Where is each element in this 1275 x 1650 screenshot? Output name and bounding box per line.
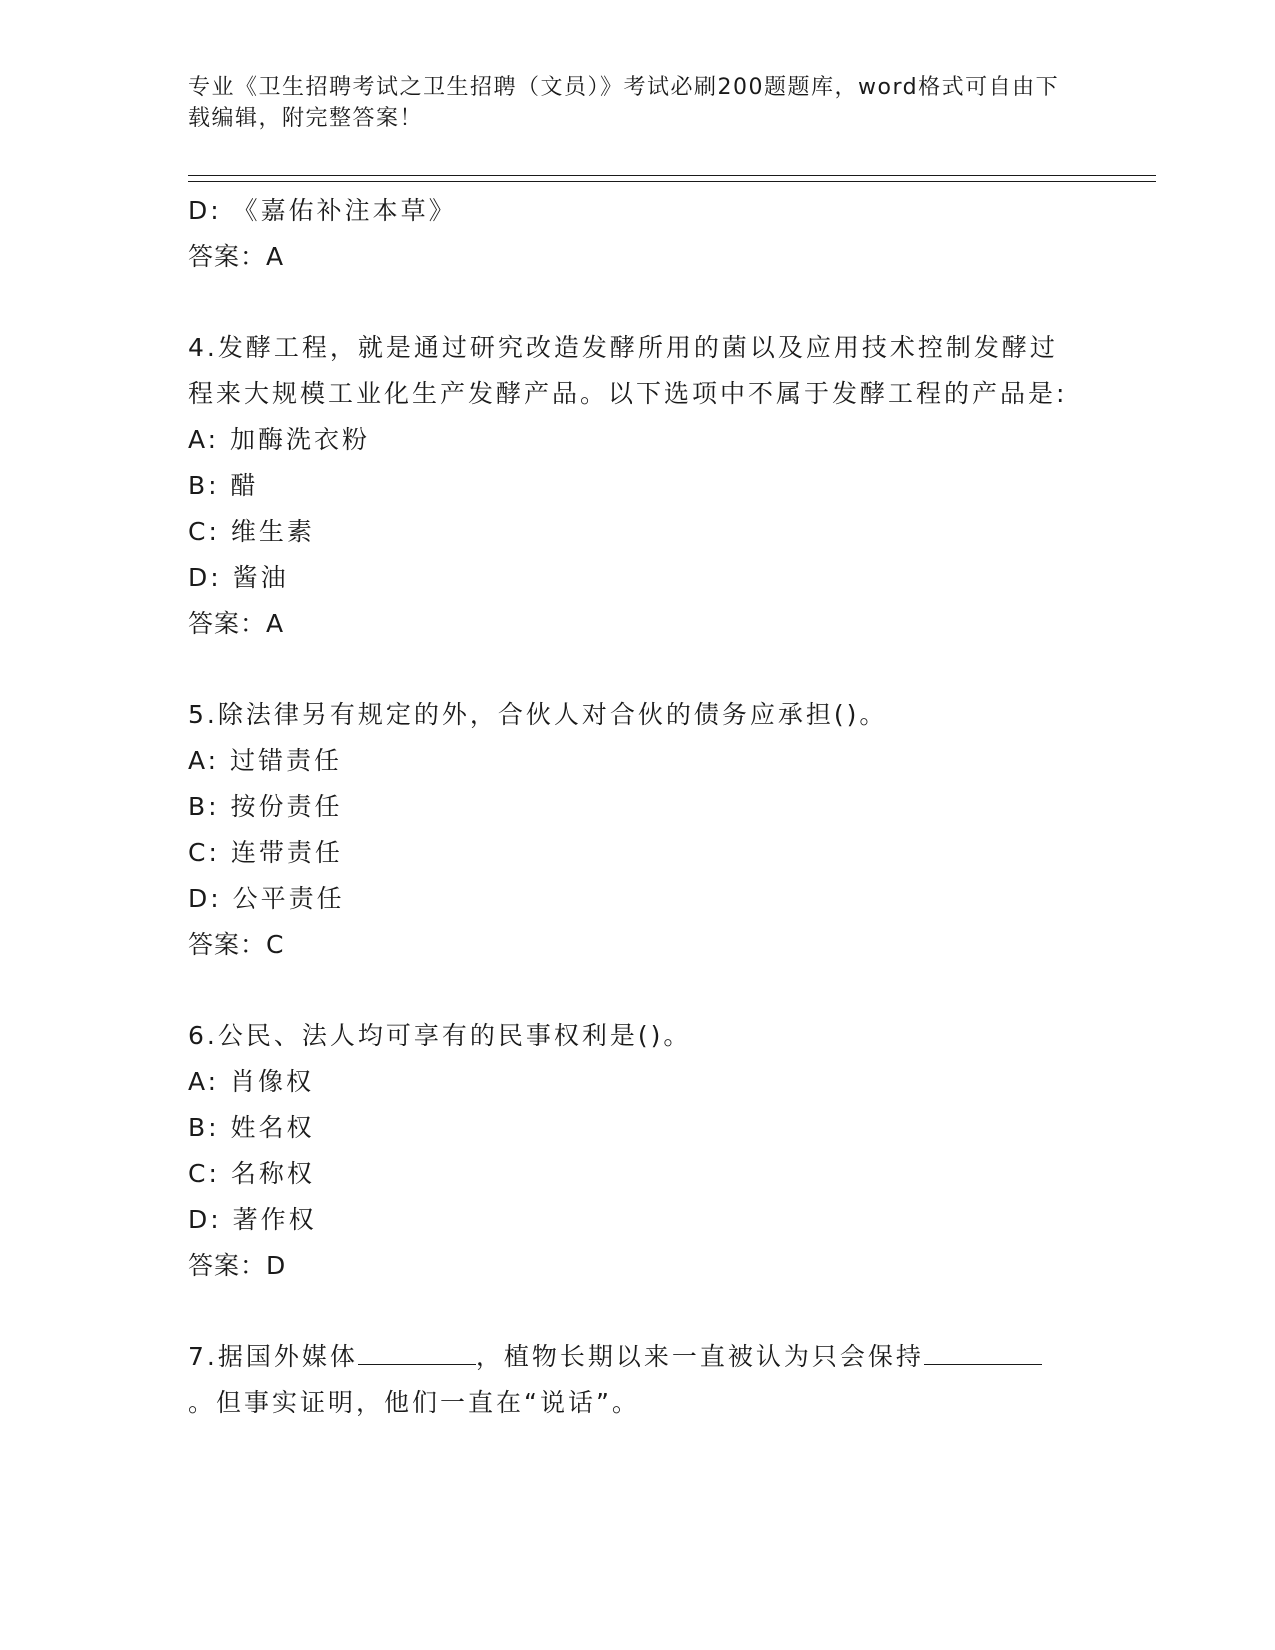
document-header: 专业《卫生招聘考试之卫生招聘（文员）》考试必刷200题题库，word格式可自由下载编辑，附完整答案！ [188,75,1060,131]
option-d: D: 著作权 [188,1205,317,1234]
question-stem-5: 5.除法律另有规定的外，合伙人对合伙的债务应承担()。 [188,700,888,729]
option-a: A: 肖像权 [188,1067,315,1096]
option-c: C: 名称权 [188,1159,315,1188]
answer-line: 答案：D [188,1251,287,1280]
option-a: A: 过错责任 [188,746,343,775]
option-d: D: 酱油 [188,563,289,592]
option-b: B: 姓名权 [188,1113,315,1142]
question-7-part-1: 7.据国外媒体 [188,1342,358,1371]
option-b: B: 按份责任 [188,792,343,821]
fill-in-blank [924,1344,1042,1365]
option-d: D: 《嘉佑补注本草》 [188,196,457,225]
header-divider-top [188,175,1156,176]
option-a: A: 加酶洗衣粉 [188,425,371,454]
header-divider-bottom [188,181,1156,182]
option-c: C: 连带责任 [188,838,343,867]
answer-line: 答案：A [188,609,285,638]
question-list [188,188,1068,1426]
option-c: C: 维生素 [188,517,315,546]
answer-line: 答案：A [188,242,285,271]
question-stem-6: 6.公民、法人均可享有的民事权利是()。 [188,1021,692,1050]
option-d: D: 公平责任 [188,884,345,913]
option-b: B: 醋 [188,471,259,500]
question-7-part-2: ，植物长期以来一直被认为只会保持 [475,1342,924,1371]
question-stem-4: 4.发酵工程，就是通过研究改造发酵所用的菌以及应用技术控制发酵过程来大规模工业化生产发酵产品。以下选项中不属于发酵工程的产品是: [188,333,1068,408]
question-7-part-3: 。但事实证明，他们一直在“说话”。 [188,1388,640,1417]
question-stem-7 [188,1334,1068,1426]
fill-in-blank [358,1344,476,1365]
answer-line: 答案：C [188,930,285,959]
